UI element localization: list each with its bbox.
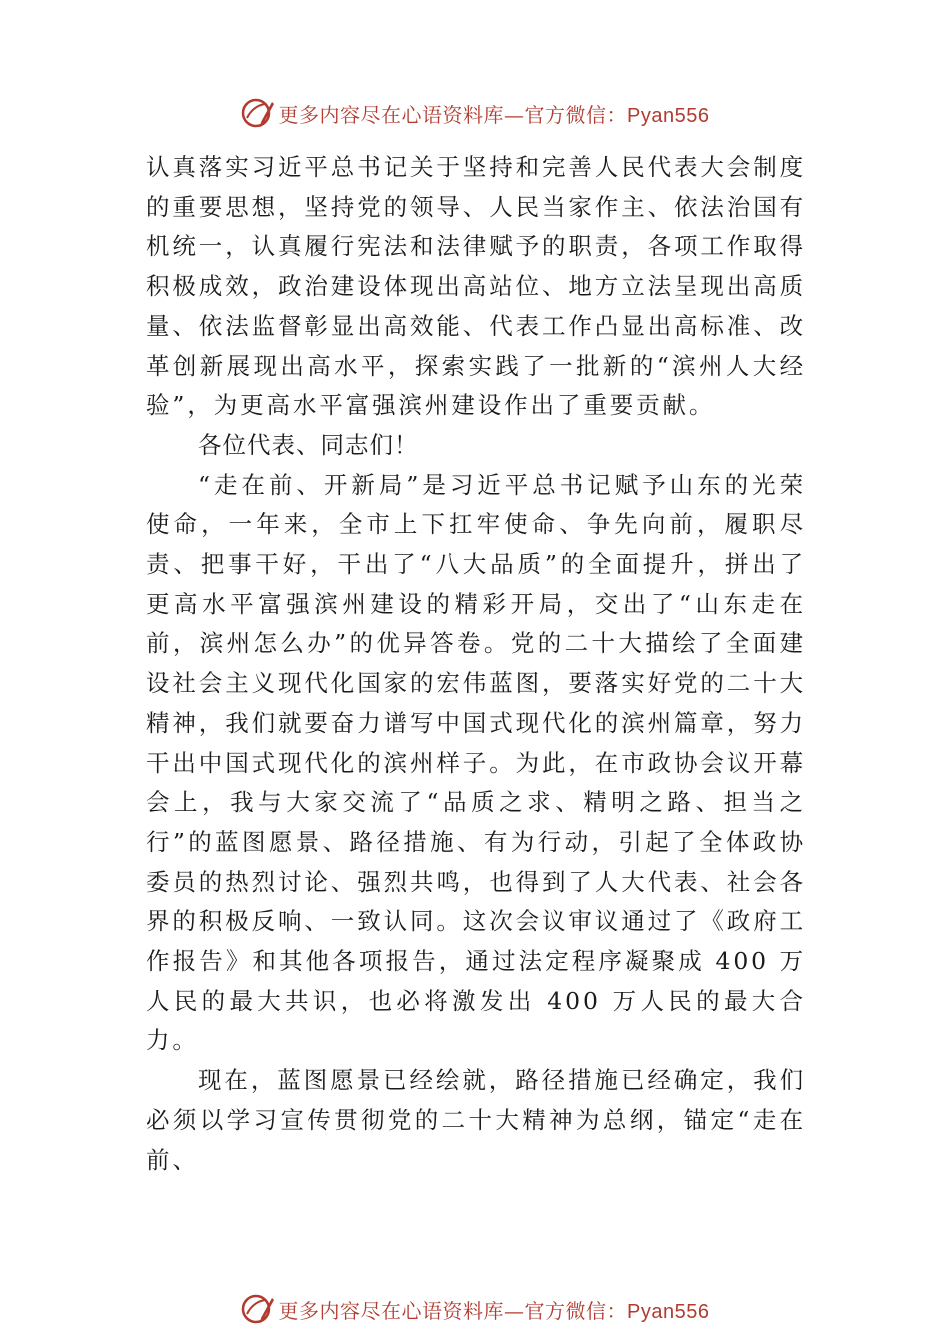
footer-watermark (0, 1289, 950, 1329)
watermark-text (279, 1295, 710, 1324)
wechat-id: Pyan556 (627, 104, 710, 127)
header-watermark (0, 93, 950, 133)
document-body (146, 148, 806, 1180)
paragraph-4: 现在，蓝图愿景已经绘就，路径措施已经确定，我们必须以学习宣传贯彻党的二十大精神为总纲，锚定“走在前、 (146, 1066, 806, 1174)
wechat-id: Pyan556 (627, 1300, 710, 1323)
paragraph-1: 认真落实习近平总书记关于坚持和完善人民代表大会制度的重要思想，坚持党的领导、人民当家作主、依法治国有机统一，认真履行宪法和法律赋予的职责，各项工作取得积极成效，政治建设体现出高站位、地方立法呈现出高质量、依法监督彰显出高效能、代表工作凸显出高标准、改革创新展现出高水平，探索实践了一批新的“滨州人大经验”，为更高水平富强滨州建设作出了重要贡献。 (146, 153, 806, 420)
watermark-text (279, 99, 710, 128)
watermark-label: 更多内容尽在心语资料库—官方微信： (278, 102, 628, 127)
watermark-label: 更多内容尽在心语资料库—官方微信： (278, 1298, 628, 1323)
paragraph-3: “走在前、开新局”是习近平总书记赋予山东的光荣使命，一年来，全市上下扛牢使命、争先向前，履职尽责、把事干好，干出了“八大品质”的全面提升，拼出了更高水平富强滨州建设的精彩开局，交出了“山东走在前，滨州怎么办”的优异答卷。党的二十大描绘了全面建设社会主义现代化国家的宏伟蓝图，要落实好党的二十大精神，我们就要奋力谱写中国式现代化的滨州篇章，努力干出中国式现代化的滨州样子。为此，在市政协会议开幕会上，我与大家交流了“品质之求、精明之路、担当之行”的蓝图愿景、路径措施、有为行动，引起了全体政协委员的热烈讨论、强烈共鸣，也得到了人大代表、社会各界的积极反响、一致认同。这次会议审议通过了《政府工作报告》和其他各项报告，通过法定程序凝聚成 400 万人民的最大共识，也必将激发出 400 万人民的最大合力。 (146, 470, 806, 1055)
paragraph-2: 各位代表、同志们！ (198, 430, 419, 459)
red-pen-logo-icon (241, 1292, 275, 1326)
red-pen-logo-icon (241, 96, 275, 130)
